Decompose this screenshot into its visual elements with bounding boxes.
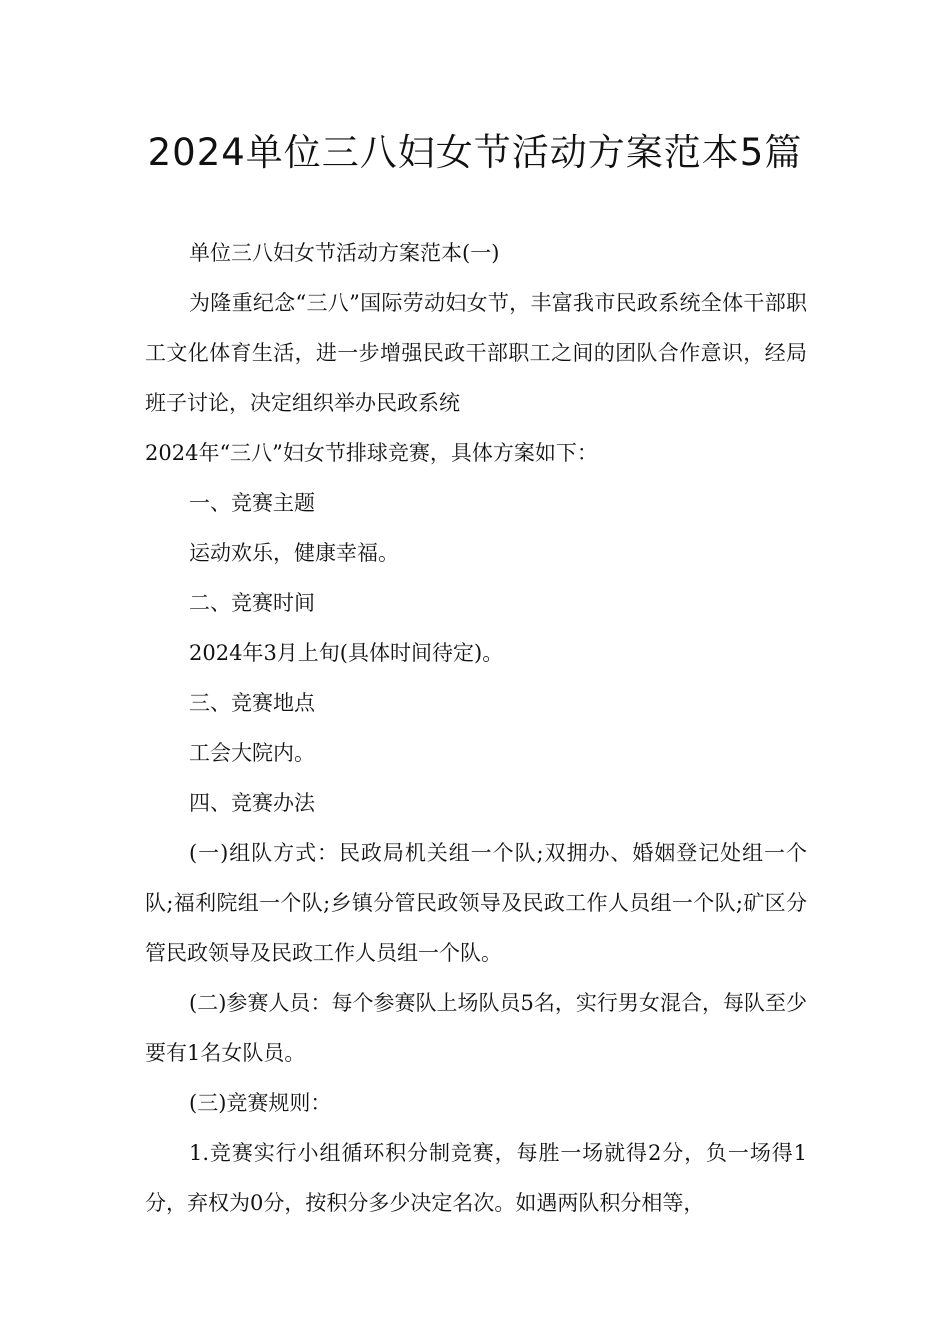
heading-competition-venue: 三、竞赛地点 (189, 691, 315, 715)
heading-competition-method: 四、竞赛办法 (189, 791, 315, 815)
paragraph-competition-theme: 运动欢乐，健康幸福。 (189, 541, 399, 565)
document-body (145, 228, 807, 1228)
paragraph-team-formation: (一)组队方式：民政局机关组一个队;双拥办、婚姻登记处组一个队;福利院组一个队;乡镇分管民政领导及民政工作人员组一个队;矿区分管民政领导及民政工作人员组一个队。 (145, 841, 807, 965)
heading-competition-time: 二、竞赛时间 (189, 591, 315, 615)
document-title: 2024单位三八妇女节活动方案范本5篇 (147, 131, 803, 174)
paragraph-participants: (二)参赛人员：每个参赛队上场队员5名，实行男女混合，每队至少要有1名女队员。 (145, 991, 807, 1065)
heading-competition-theme: 一、竞赛主题 (189, 491, 315, 515)
paragraph-competition-time: 2024年3月上旬(具体时间待定)。 (189, 641, 504, 665)
paragraph-rule-1: 1.竞赛实行小组循环积分制竞赛，每胜一场就得2分，负一场得1分，弃权为0分，按积分多少决定名次。如遇两队积分相等， (145, 1141, 807, 1215)
paragraph-section-heading: 单位三八妇女节活动方案范本(一) (189, 241, 500, 265)
paragraph-competition-venue: 工会大院内。 (189, 741, 315, 765)
paragraph-intro: 为隆重纪念“三八”国际劳动妇女节，丰富我市民政系统全体干部职工文化体育生活，进一步增强民政干部职工之间的团队合作意识，经局班子讨论，决定组织举办民政系统 (145, 291, 807, 415)
paragraph-intro-continued: 2024年“三八”妇女节排球竞赛，具体方案如下： (145, 441, 598, 465)
paragraph-rules-heading: (三)竞赛规则： (189, 1091, 332, 1115)
